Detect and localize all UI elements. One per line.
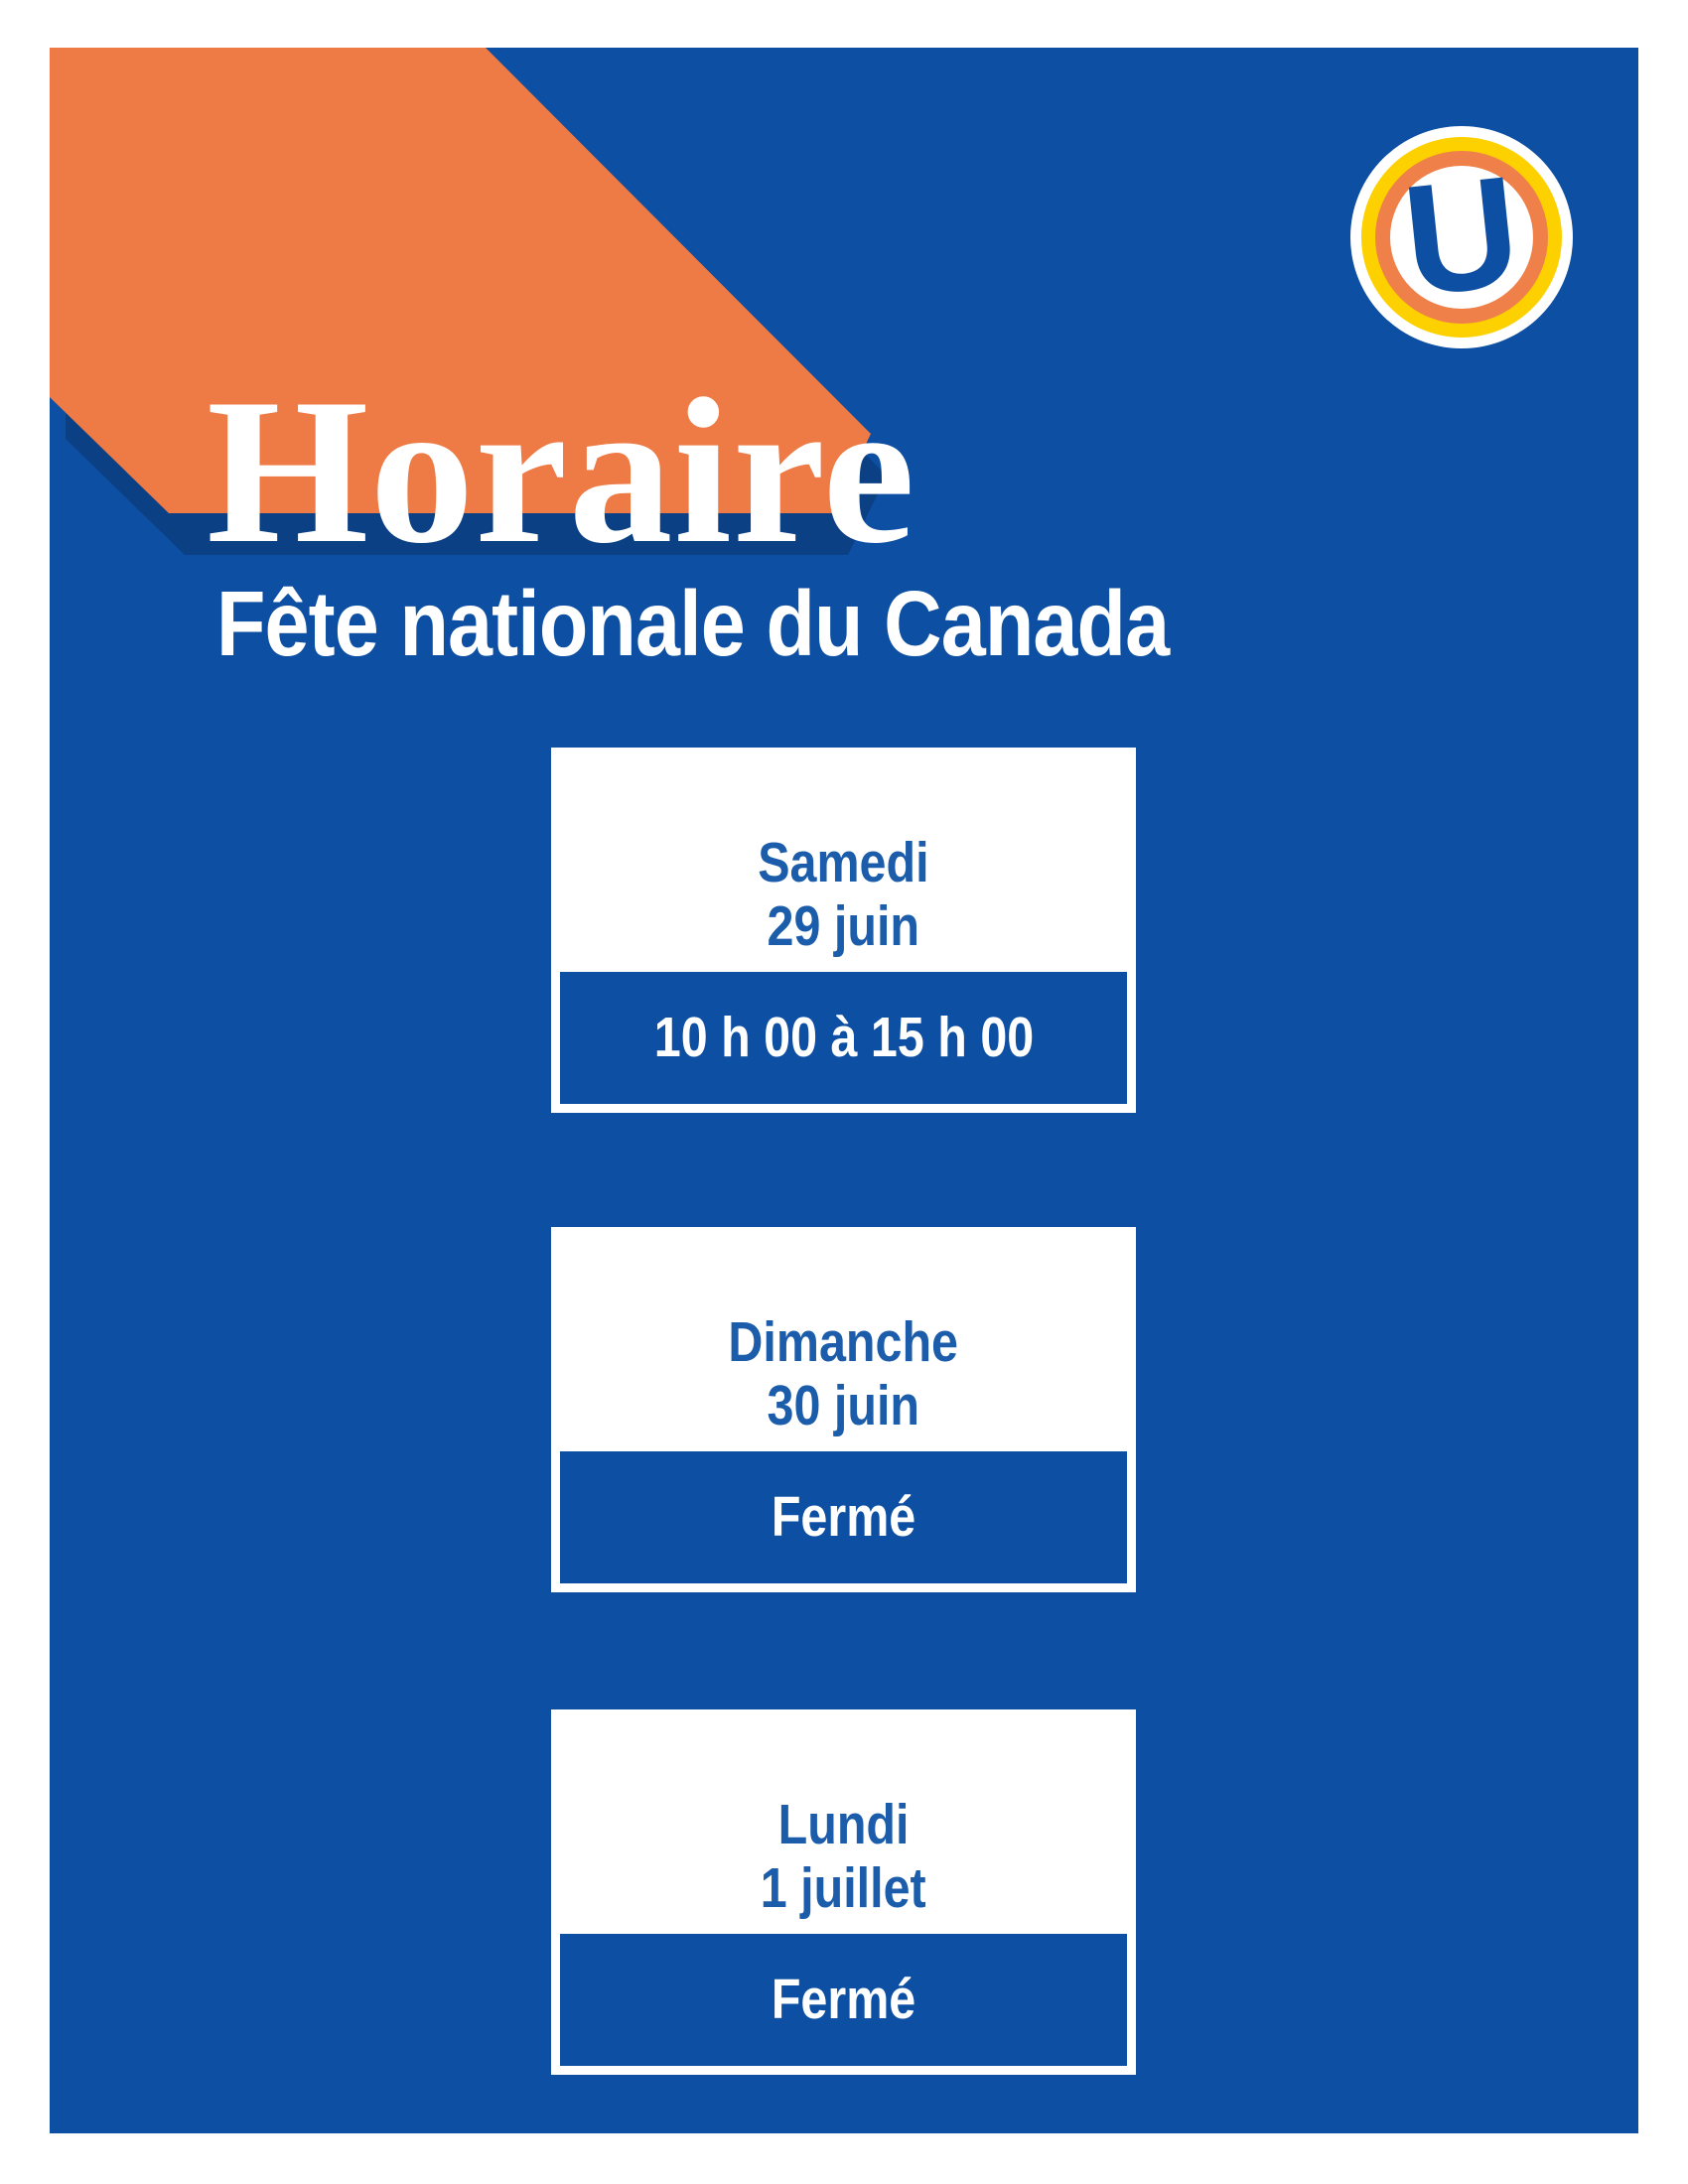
card-date-label: 30 juin bbox=[767, 1374, 920, 1437]
logo-u-letter: U bbox=[1395, 143, 1527, 330]
schedule-card-samedi bbox=[551, 748, 1136, 1113]
card-day-label: Dimanche bbox=[728, 1310, 959, 1374]
card-day-section bbox=[551, 1227, 1136, 1451]
page-title: Horaire bbox=[207, 356, 916, 587]
schedule-card-lundi bbox=[551, 1709, 1136, 2075]
card-day-section bbox=[551, 1709, 1136, 1934]
card-hours-bar bbox=[560, 972, 1127, 1104]
card-day-label: Lundi bbox=[777, 1793, 910, 1856]
schedule-card-dimanche bbox=[551, 1227, 1136, 1592]
uniprix-u-logo-icon bbox=[1347, 123, 1576, 351]
card-hours-bar bbox=[560, 1934, 1127, 2066]
card-hours-label: 10 h 00 à 15 h 00 bbox=[653, 1006, 1034, 1069]
page-subtitle: Fête nationale du Canada bbox=[216, 572, 1170, 675]
card-date-label: 29 juin bbox=[767, 894, 920, 958]
card-date-label: 1 juillet bbox=[761, 1856, 926, 1920]
card-day-section bbox=[551, 748, 1136, 972]
card-hours-bar bbox=[560, 1451, 1127, 1583]
card-day-label: Samedi bbox=[758, 831, 929, 894]
card-hours-label: Fermé bbox=[771, 1485, 916, 1549]
card-hours-label: Fermé bbox=[771, 1968, 916, 2031]
